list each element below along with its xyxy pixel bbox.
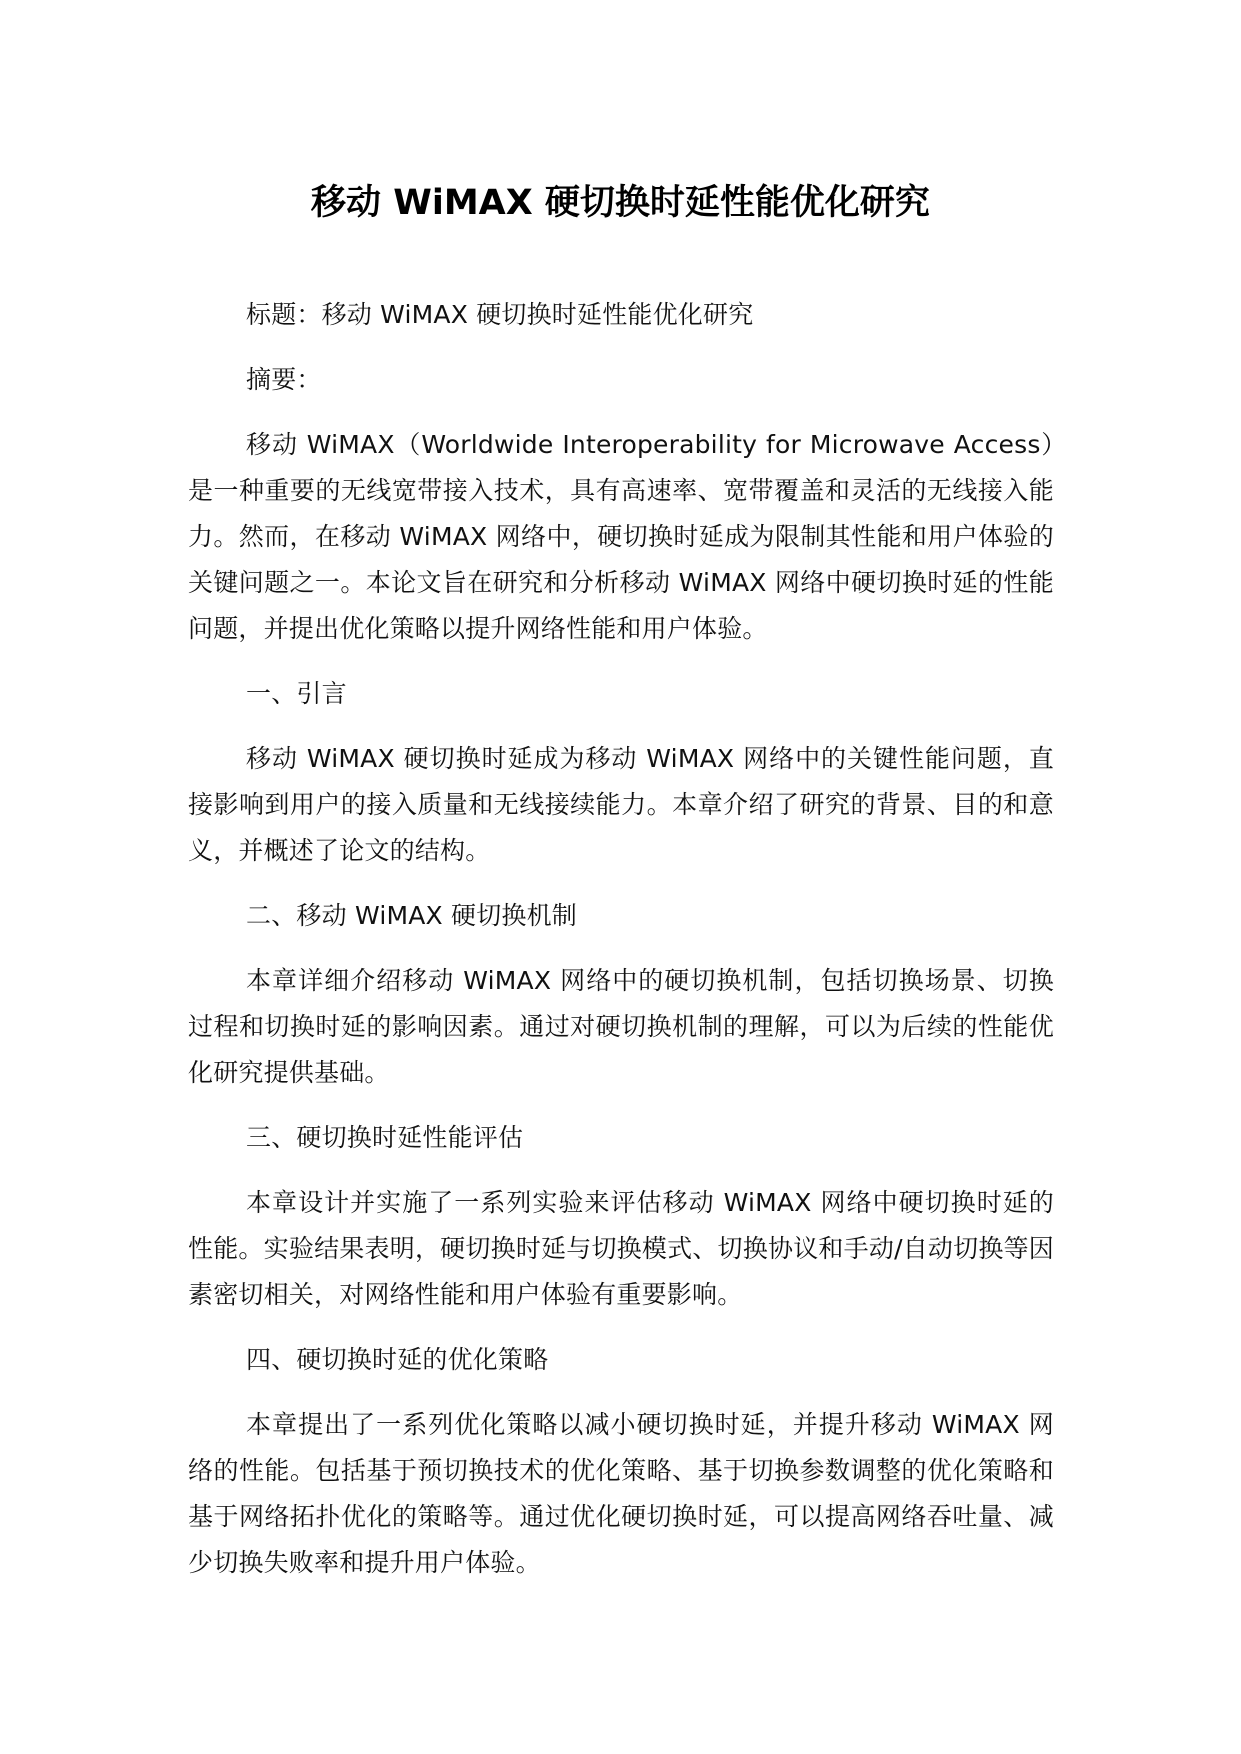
- abstract-heading: 摘要：: [246, 365, 322, 394]
- handover-mechanism-paragraph: 本章详细介绍移动 WiMAX 网络中的硬切换机制，包括切换场景、切换过程和切换时延的影响因素。通过对硬切换机制的理解，可以为后续的性能优化研究提供基础。: [188, 966, 1054, 1087]
- section-heading-latency-evaluation: 三、硬切换时延性能评估: [246, 1123, 524, 1152]
- section-heading-introduction: 一、引言: [246, 679, 347, 708]
- section-heading-handover-mechanism: 二、移动 WiMAX 硬切换机制: [246, 901, 578, 930]
- document-title: 移动 WiMAX 硬切换时延性能优化研究: [311, 183, 930, 223]
- latency-evaluation-paragraph: 本章设计并实施了一系列实验来评估移动 WiMAX 网络中硬切换时延的性能。实验结果表明，硬切换时延与切换模式、切换协议和手动/自动切换等因素密切相关，对网络性能和用户体验有重要影响。: [188, 1188, 1054, 1309]
- abstract-paragraph: 移动 WiMAX（Worldwide Interoperability for Microwave Access）是一种重要的无线宽带接入技术，具有高速率、宽带覆盖和灵活的无线接入能力。然而，在移动 WiMAX 网络中，硬切换时延成为限制其性能和用户体验的关键问题之一。本论文旨在研究和分析移动 WiMAX 网络中硬切换时延的性能问题，并提出优化策略以提升网络性能和用户体验。: [188, 430, 1054, 643]
- introduction-paragraph: 移动 WiMAX 硬切换时延成为移动 WiMAX 网络中的关键性能问题，直接影响到用户的接入质量和无线接续能力。本章介绍了研究的背景、目的和意义，并概述了论文的结构。: [188, 744, 1054, 865]
- section-heading-optimization-strategy: 四、硬切换时延的优化策略: [246, 1345, 549, 1374]
- title-line: 标题：移动 WiMAX 硬切换时延性能优化研究: [246, 300, 754, 329]
- document-body: [188, 292, 1054, 1605]
- optimization-strategy-paragraph: 本章提出了一系列优化策略以减小硬切换时延，并提升移动 WiMAX 网络的性能。包括基于预切换技术的优化策略、基于切换参数调整的优化策略和基于网络拓扑优化的策略等。通过优化硬切换时延，可以提高网络吞吐量、减少切换失败率和提升用户体验。: [188, 1410, 1054, 1577]
